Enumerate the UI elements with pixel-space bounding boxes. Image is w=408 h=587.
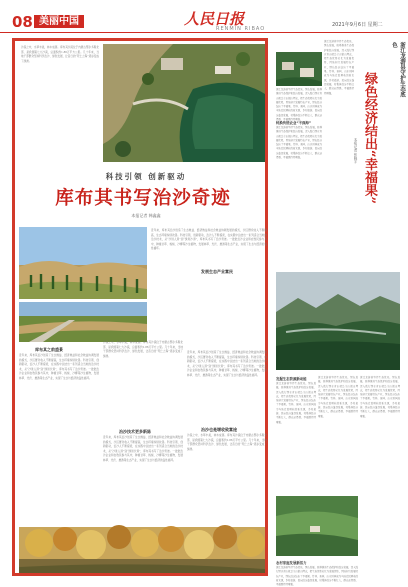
page-number: 08 <box>12 13 33 31</box>
right-text-e: 浙江龙游县坚持生态优先、绿色发展，统筹推进生态保护和经济发展，深入践行绿水青山就是金山银山理念，把生态优势转化为发展优势，因地制宜发展特色产业，绿色经济结出了幸福果。竹林、茶园、山水田园成为当地农民增收的新来源，乡村旅游、民宿经济蓬勃发展，村集体经济不断壮大，群众获得感、幸福感持续增强。 <box>318 376 358 418</box>
village-photo <box>276 52 322 86</box>
feature-subhead-4: 治沙也是增收致富途 <box>201 427 237 432</box>
feature-subhead-2: 治沙技术更多新陈 <box>119 429 151 434</box>
feature-subhead-1: 库布其之前盛景 <box>35 347 63 352</box>
right-subhead-1: 转换传统农业“不深海” <box>276 121 311 125</box>
right-text-d: 浙江龙游县坚持生态优先、绿色发展，统筹推进生态保护和经济发展，深入践行绿水青山就是金山银山理念，把生态优势转化为发展优势，因地制宜发展特色产业，绿色经济结出了幸福果。竹林、茶园、山水田园成为当地农民增收的新来源，乡村旅游、民宿经济蓬勃发展，村集体经济不断壮大，群众获得感、幸福感持续增强。 <box>276 382 316 424</box>
right-text-g: 浙江龙游县坚持生态优先、绿色发展，统筹推进生态保护和经济发展，深入践行绿水青山就是金山银山理念，把生态优势转化为发展优势，因地制宜发展特色产业，绿色经济结出了幸福果。竹林、茶园、山水田园成为当地农民增收的新来源，乡村旅游、民宿经济蓬勃发展，村集体经济不断壮大，群众获得感、幸福感持续增强。 <box>276 566 358 587</box>
column-text-4: 近年来，库布其治沙创造了生态效益、经济效益和社会效益协调发展的模式，沙区群众收入不断提高，生态环境持续改善。科技引领、创新驱动，治沙人不断摸索，在实践中总结出一系列适合当地的治沙技术，从“沙进人退”到“绿进沙退”，库布其书写了治沙奇迹。一批批治沙企业和农牧民参与其中，种植甘草、梭梭、沙柳等沙生植物，发展林草、光伏、旅游等生态产业，实现了生态与经济的良性循环。 <box>103 436 183 462</box>
feature-subhead-3: 发展生态产业富民 <box>201 269 233 274</box>
feature-headline: 库布其书写治沙奇迹 <box>55 188 231 209</box>
masthead <box>0 0 408 33</box>
feature-kicker: 科技引领 创新驱动 <box>105 172 187 181</box>
right-text-b: 浙江龙游县坚持生态优先、绿色发展，统筹推进生态保护和经济发展，深入践行绿水青山就是金山银山理念，把生态优势转化为发展优势，因地制宜发展特色产业，绿色经济结出了幸福果。竹林、茶园、山水田园成为当地农民增收的新来源，乡村旅游、民宿经济蓬勃发展，村集体经济不断壮大，群众获得感、幸福感持续增强。 <box>276 126 322 160</box>
sand-dune-photo <box>19 227 147 299</box>
right-subhead-2: 发掘生态资源新动能 <box>276 377 307 381</box>
right-kicker: 浙江龙游县守护生态底色 <box>391 42 405 97</box>
feature-byline: 本报记者 韩鑫鑫 <box>131 213 161 218</box>
desert-road-photo <box>19 302 147 342</box>
column-text-1: 近年来，库布其治沙创造了生态效益、经济效益和社会效益协调发展的模式，沙区群众收入不断提高，生态环境持续改善。科技引领、创新驱动，治沙人不断摸索，在实践中总结出一系列适合当地的治沙技术，从“沙进人退”到“绿进沙退”，库布其书写了治沙奇迹。一批批治沙企业和农牧民参与其中，种植甘草、梭梭、沙柳等沙生植物，发展林草、光伏、旅游等生态产业，实现了生态与经济的良性循环。 <box>151 229 267 250</box>
newspaper-logo: 人民日报 <box>184 10 245 28</box>
desert-oasis-photo <box>103 44 265 162</box>
autumn-forest-photo <box>19 527 265 573</box>
column-text-2: 近年来，库布其治沙创造了生态效益、经济效益和社会效益协调发展的模式，沙区群众收入不断提高，生态环境持续改善。科技引领、创新驱动，治沙人不断摸索，在实践中总结出一系列适合当地的治沙技术，从“沙进人退”到“绿进沙退”，库布其书写了治沙奇迹。一批批治沙企业和农牧民参与其中，种植甘草、梭梭、沙柳等沙生植物，发展林草、光伏、旅游等生态产业，实现了生态与经济的良性循环。 <box>19 354 99 380</box>
column-text-3: 沙漠之中，水草丰美，林木成荫。库布其沙漠位于内蒙古鄂尔多斯北部，是我国第七大沙漠，总面积约1.86万平方公里。几十年来，当地干部群众坚持科学治沙、绿色发展，让昔日的“死亡之海”逐步变成了绿洲。 <box>103 341 183 358</box>
right-byline: 本报记者 张晓宇 <box>354 138 358 164</box>
issue-date: 2021年9月6日 星期二 <box>332 22 383 28</box>
column-text-5: 近年来，库布其治沙创造了生态效益、经济效益和社会效益协调发展的模式，沙区群众收入不断提高，生态环境持续改善。科技引领、创新驱动，治沙人不断摸索，在实践中总结出一系列适合当地的治沙技术，从“沙进人退”到“绿进沙退”，库布其书写了治沙奇迹。一批批治沙企业和农牧民参与其中，种植甘草、梭梭、沙柳等沙生植物，发展林草、光伏、旅游等生态产业，实现了生态与经济的良性循环。 <box>187 351 267 377</box>
bamboo-photo <box>276 496 358 556</box>
feature-article <box>12 38 268 576</box>
right-text-a: 浙江龙游县坚持生态优先、绿色发展，统筹推进生态保护和经济发展，深入践行绿水青山就是金山银山理念，把生态优势转化为发展优势，因地制宜发展特色产业，绿色经济结出了幸福果。竹林、茶园、山水田园成为当地农民增收的新来源，乡村旅游、民宿经济蓬勃发展，村集体经济不断壮大，群众获得感、幸福感持续增强。 <box>276 88 322 122</box>
column-text-6: 沙漠之中，水草丰美，林木成荫。库布其沙漠位于内蒙古鄂尔多斯北部，是我国第七大沙漠，总面积约1.86万平方公里。几十年来，当地干部群众坚持科学治沙、绿色发展，让昔日的“死亡之海”逐步变成了绿洲。 <box>187 434 267 451</box>
section-label: 美丽中国 <box>34 15 84 28</box>
mountain-photo <box>276 272 400 370</box>
right-text-f: 浙江龙游县坚持生态优先、绿色发展，统筹推进生态保护和经济发展，深入践行绿水青山就是金山银山理念，把生态优势转化为发展优势，因地制宜发展特色产业，绿色经济结出了幸福果。竹林、茶园、山水田园成为当地农民增收的新来源，乡村旅游、民宿经济蓬勃发展，村集体经济不断壮大，群众获得感、幸福感持续增强。 <box>360 376 400 418</box>
newspaper-pinyin: RENMIN RIBAO <box>216 26 266 32</box>
lead-paragraph: 沙漠之中，水草丰美，林木成荫。库布其沙漠位于内蒙古鄂尔多斯北部，是我国第七大沙漠，总面积约1.86万平方公里。几十年来，当地干部群众坚持科学治沙、绿色发展，让昔日的“死亡之海”逐步变成了绿洲。 <box>21 46 99 63</box>
right-headline: 绿色经济结出“幸福果” <box>362 72 377 204</box>
right-text-c: 浙江龙游县坚持生态优先、绿色发展，统筹推进生态保护和经济发展，深入践行绿水青山就是金山银山理念，把生态优势转化为发展优势，因地制宜发展特色产业，绿色经济结出了幸福果。竹林、茶园、山水田园成为当地农民增收的新来源，乡村旅游、民宿经济蓬勃发展，村集体经济不断壮大，群众获得感、幸福感持续增强。 <box>324 40 354 95</box>
right-subhead-3: 农村家庭发展新活力 <box>276 561 307 565</box>
